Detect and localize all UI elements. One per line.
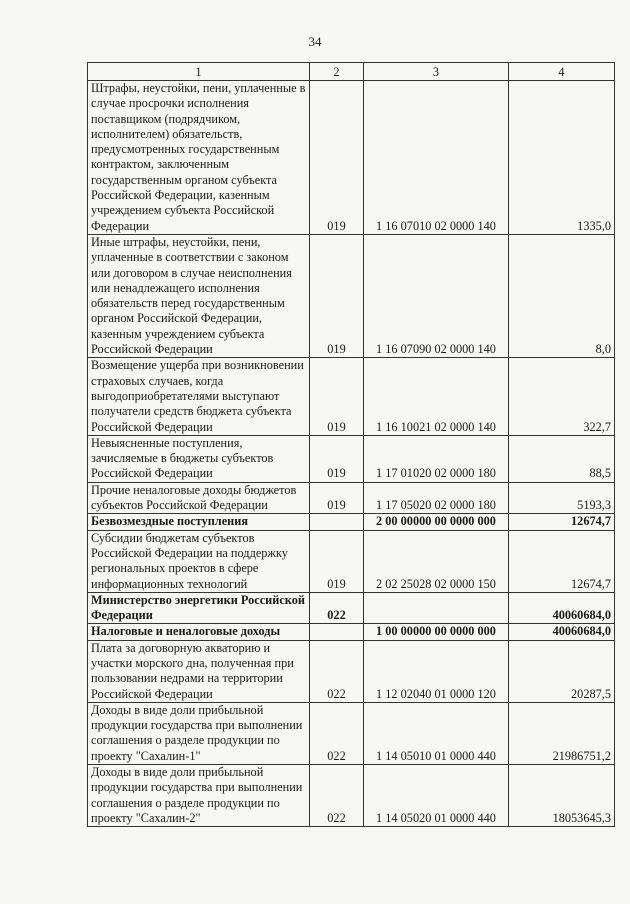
- row-name: Министерство энергетики Российской Федерации: [88, 592, 310, 624]
- row-code: 019: [310, 530, 364, 592]
- table-row: [88, 81, 615, 235]
- row-name: Штрафы, неустойки, пени, уплаченные в случае просрочки исполнения поставщиком (подрядчиком, исполнителем) обязательств, предусмотренных государственным контрактом, заключенным государственным органом субъекта Российской Федерации, казенным учреждением субъекта Российской Федерации: [88, 81, 310, 235]
- table-row: [88, 234, 615, 357]
- row-name: Возмещение ущерба при возникновении страховых случаев, когда выгодоприобретателями выступают получатели средств бюджета субъекта Российской Федерации: [88, 358, 310, 435]
- row-kbk: 1 16 07010 02 0000 140: [364, 81, 509, 235]
- row-name: Доходы в виде доли прибыльной продукции государства при выполнении соглашения о разделе продукции по проекту "Сахалин-2": [88, 765, 310, 827]
- row-sum: 18053645,3: [509, 765, 615, 827]
- row-kbk: 1 14 05020 01 0000 440: [364, 765, 509, 827]
- page-number: 34: [308, 34, 322, 49]
- header-col-4: 4: [509, 63, 615, 81]
- row-code: 019: [310, 234, 364, 357]
- table-row: [88, 435, 615, 482]
- row-name: Прочие неналоговые доходы бюджетов субъектов Российской Федерации: [88, 482, 310, 514]
- header-col-2: 2: [310, 63, 364, 81]
- table-row-bold: [88, 514, 615, 530]
- header-col-3: 3: [364, 63, 509, 81]
- row-sum: 322,7: [509, 358, 615, 435]
- row-sum: 8,0: [509, 234, 615, 357]
- row-sum: 12674,7: [509, 530, 615, 592]
- row-code: 019: [310, 358, 364, 435]
- row-name: Налоговые и неналоговые доходы: [88, 624, 310, 640]
- row-kbk: 2 02 25028 02 0000 150: [364, 530, 509, 592]
- row-kbk: 1 16 10021 02 0000 140: [364, 358, 509, 435]
- row-code: [310, 514, 364, 530]
- table-row: [88, 530, 615, 592]
- row-code: 019: [310, 435, 364, 482]
- table-row: [88, 358, 615, 435]
- row-kbk: 1 16 07090 02 0000 140: [364, 234, 509, 357]
- header-col-1: 1: [88, 63, 310, 81]
- row-kbk: 1 00 00000 00 0000 000: [364, 624, 509, 640]
- row-code: 019: [310, 482, 364, 514]
- row-name: Плата за договорную акваторию и участки морского дна, полученная при пользовании недрами на территории Российской Федерации: [88, 640, 310, 702]
- row-sum: 1335,0: [509, 81, 615, 235]
- row-code: 022: [310, 702, 364, 764]
- table-row-bold: [88, 592, 615, 624]
- row-code: 022: [310, 592, 364, 624]
- row-kbk: 1 17 05020 02 0000 180: [364, 482, 509, 514]
- row-name: Иные штрафы, неустойки, пени, уплаченные в соответствии с законом или договором в случае неисполнения или ненадлежащего исполнения обязательств перед государственным органом Российской Федерации, казенным учреждением субъекта Российской Федерации: [88, 234, 310, 357]
- row-sum: 12674,7: [509, 514, 615, 530]
- table-row: [88, 765, 615, 827]
- row-kbk: [364, 592, 509, 624]
- row-kbk: 1 14 05010 01 0000 440: [364, 702, 509, 764]
- row-code: 022: [310, 765, 364, 827]
- row-code: 019: [310, 81, 364, 235]
- row-sum: 40060684,0: [509, 592, 615, 624]
- row-name: Невыясненные поступления, зачисляемые в бюджеты субъектов Российской Федерации: [88, 435, 310, 482]
- budget-table: [87, 62, 615, 827]
- row-code: 022: [310, 640, 364, 702]
- row-sum: 5193,3: [509, 482, 615, 514]
- row-kbk: 2 00 00000 00 0000 000: [364, 514, 509, 530]
- row-kbk: 1 12 02040 01 0000 120: [364, 640, 509, 702]
- table-row: [88, 702, 615, 764]
- row-kbk: 1 17 01020 02 0000 180: [364, 435, 509, 482]
- row-name: Субсидии бюджетам субъектов Российской Федерации на поддержку региональных проектов в сфере информационных технологий: [88, 530, 310, 592]
- table-row-bold: [88, 624, 615, 640]
- row-sum: 40060684,0: [509, 624, 615, 640]
- row-name: Безвозмездные поступления: [88, 514, 310, 530]
- row-sum: 21986751,2: [509, 702, 615, 764]
- table-row: [88, 640, 615, 702]
- table-row: [88, 482, 615, 514]
- row-sum: 20287,5: [509, 640, 615, 702]
- row-code: [310, 624, 364, 640]
- row-sum: 88,5: [509, 435, 615, 482]
- row-name: Доходы в виде доли прибыльной продукции государства при выполнении соглашения о разделе продукции по проекту "Сахалин-1": [88, 702, 310, 764]
- header-row: [88, 63, 615, 81]
